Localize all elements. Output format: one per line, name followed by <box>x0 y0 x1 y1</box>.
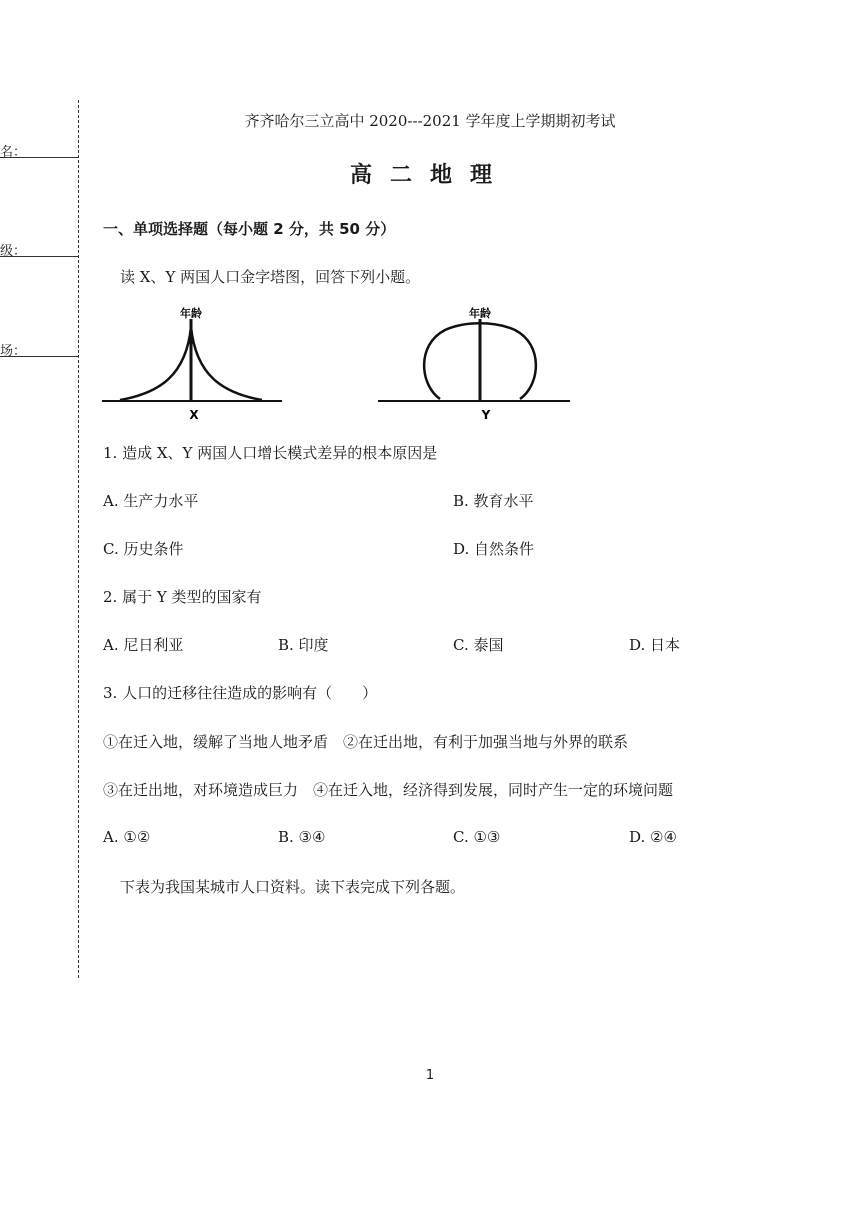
question-2-option-c: C. 泰国 <box>453 636 504 654</box>
pyramid-y-name: Y <box>481 408 491 422</box>
question-1-stem: 1. 造成 X、Y 两国人口增长模式差异的根本原因是 <box>103 444 438 462</box>
question-3-option-d: D. ②④ <box>629 828 677 846</box>
question-2-option-b: B. 印度 <box>278 636 329 654</box>
question-3-option-c: C. ①③ <box>453 828 501 846</box>
question-intro: 读 X、Y 两国人口金字塔图，回答下列小题。 <box>120 268 421 286</box>
name-label: 名： <box>0 145 27 160</box>
population-pyramid-figure <box>100 305 580 425</box>
pyramid-y-age-label: 年龄 <box>469 307 491 320</box>
binding-dashed-line <box>78 100 79 978</box>
subject-title: 高二地理 <box>349 162 510 188</box>
section-title: 一、单项选择题（每小题 2 分，共 50 分） <box>103 220 396 238</box>
question-3-option-b: B. ③④ <box>278 828 326 846</box>
question-3-option-a: A. ①② <box>103 828 151 846</box>
question-1-option-d: D. 自然条件 <box>453 540 535 558</box>
pyramid-x-name: X <box>189 408 199 422</box>
question-1-option-c: C. 历史条件 <box>103 540 184 558</box>
pyramid-x <box>102 306 282 422</box>
question-3-statement-2: ③在迁出地，对环境造成巨力 ④在迁入地，经济得到发展，同时产生一定的环境问题 <box>103 781 674 799</box>
question-2-option-d: D. 日本 <box>629 636 681 654</box>
table-intro: 下表为我国某城市人口资料。读下表完成下列各题。 <box>120 878 466 896</box>
exam-title: 齐齐哈尔三立高中 2020---2021 学年度上学期期初考试 <box>244 112 616 130</box>
question-2-stem: 2. 属于 Y 类型的国家有 <box>103 588 262 606</box>
pyramid-x-age-label: 年龄 <box>180 307 202 320</box>
exam-room-label: 场： <box>0 344 27 359</box>
page-number: 1 <box>425 1068 435 1083</box>
room-blank-line <box>0 356 78 357</box>
class-label: 级： <box>0 244 27 259</box>
question-1-option-b: B. 教育水平 <box>453 492 534 510</box>
class-blank-line <box>0 256 78 257</box>
pyramid-y <box>378 306 570 422</box>
question-3-stem: 3. 人口的迁移往往造成的影响有（ ） <box>103 684 378 702</box>
question-1-option-a: A. 生产力水平 <box>103 492 199 510</box>
question-3-statement-1: ①在迁入地，缓解了当地人地矛盾 ②在迁出地，有利于加强当地与外界的联系 <box>103 733 629 751</box>
question-2-option-a: A. 尼日利亚 <box>103 636 184 654</box>
